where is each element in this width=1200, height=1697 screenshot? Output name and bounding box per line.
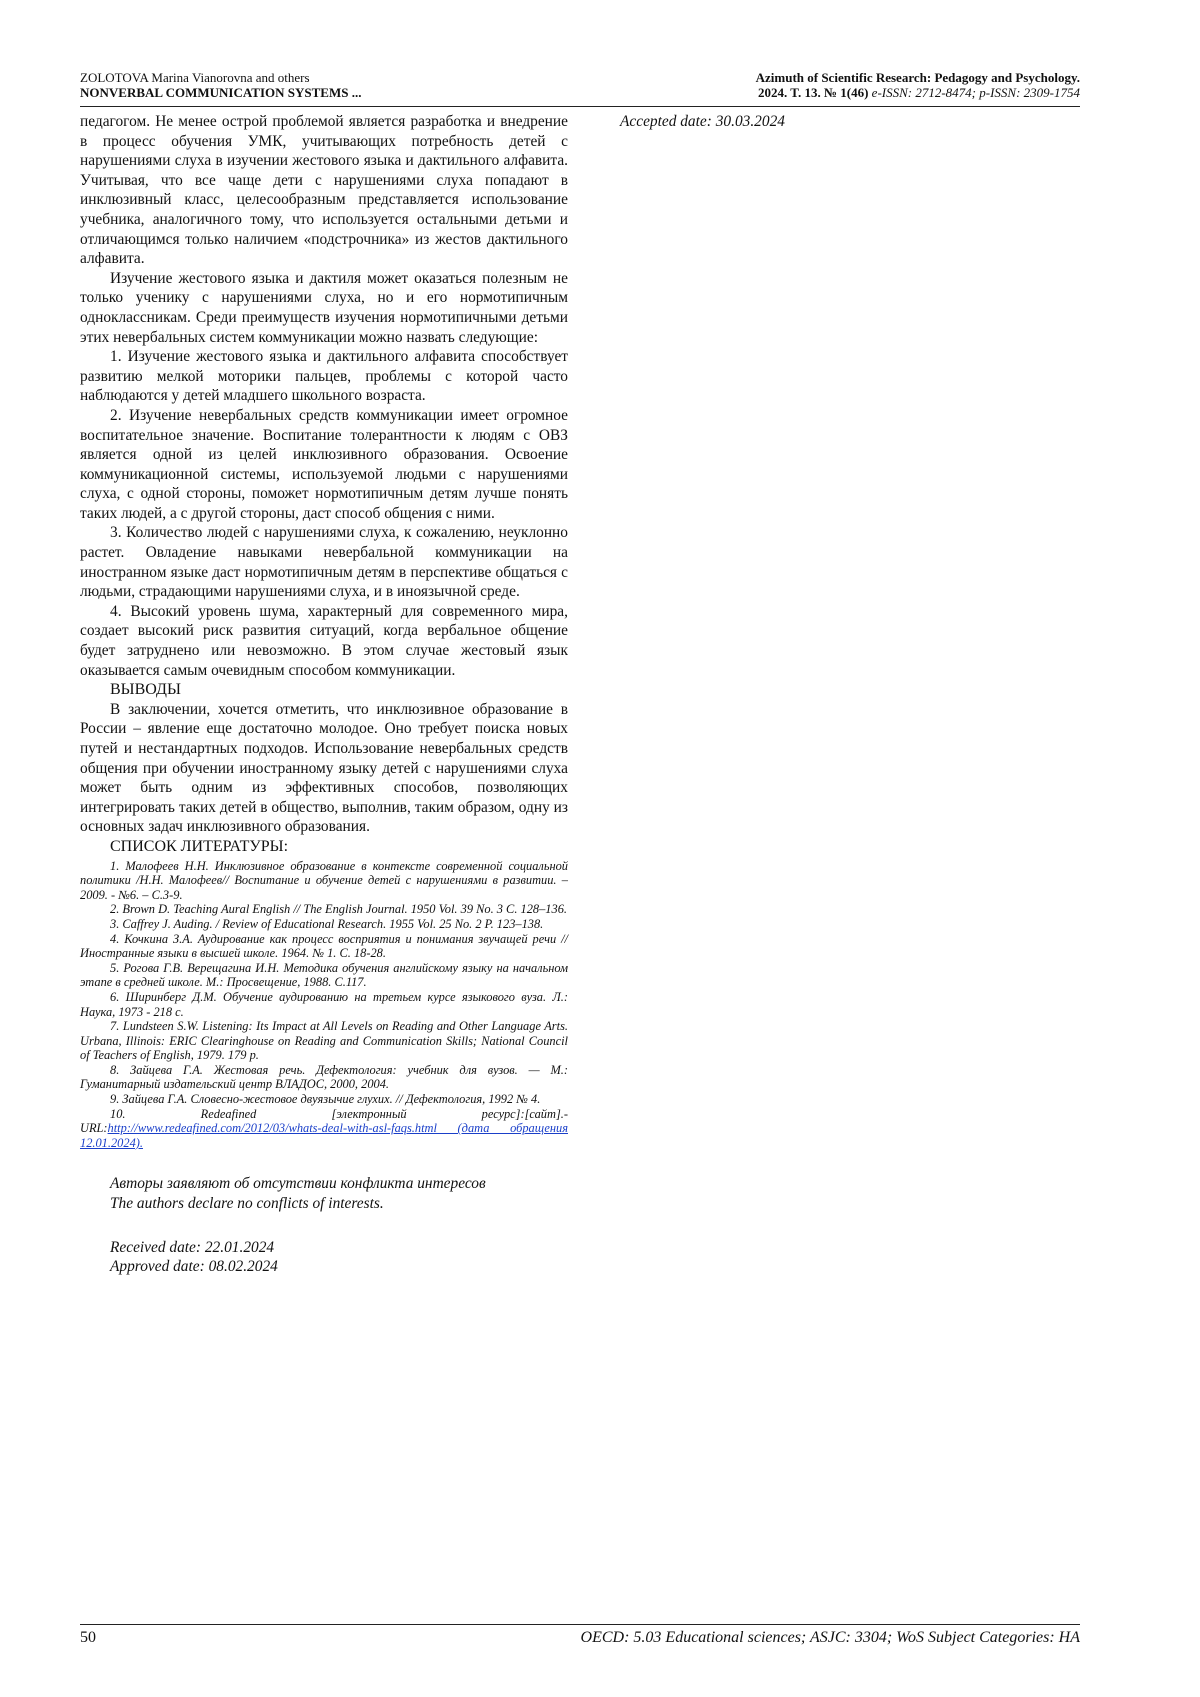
reference-item: 2. Brown D. Teaching Aural English // The English Journal. 1950 Vol. 39 No. 3 С. 128–136. bbox=[110, 902, 567, 917]
conclusions-heading: ВЫВОДЫ bbox=[110, 681, 181, 699]
conclusions-paragraph: В заключении, хочется отметить, что инклюзивное образование в России – явление еще достаточно молодое. Оно требует поиска новых путей и нестандартных подходов. Использование невербальных средств общения при обучении иностранному языку детей с нарушениями слуха может быть одним из эффективных способов, позволяющих интегрировать таких детей в общество, выполнив, таким образом, одну из основных задач инклюзивного образования. bbox=[80, 700, 568, 836]
header-volume: 2024. T. 13. № 1(46) bbox=[757, 85, 869, 100]
received-date: Received date: 22.01.2024 bbox=[110, 1238, 275, 1256]
header-issue bbox=[756, 85, 1080, 100]
list-item-3: 3. Количество людей с нарушениями слуха, к сожалению, неуклонно растет. Овладение навыками невербальной коммуникации на иностранном языке даст нормотипичным детям в перспективе общаться с людьми, страдающими нарушениями слуха, и в иноязычной среде. bbox=[80, 524, 568, 601]
list-item-1: 1. Изучение жестового языка и дактильного алфавита способствует развитию мелкой моторики пальцев, проблемы с которой часто наблюдаются у детей младшего школьного возраста. bbox=[80, 348, 568, 405]
header-left bbox=[80, 70, 361, 100]
body-paragraph: Изучение жестового языка и дактиля может оказаться полезным не только ученику с нарушениями слуха, но и его нормотипичным одноклассникам. Среди преимуществ изучения нормотипичными детьми этих невербальных систем коммуникации можно назвать следующие: bbox=[80, 269, 568, 346]
approved-date: Approved date: 08.02.2024 bbox=[110, 1258, 278, 1276]
header-issn: e-ISSN: 2712-8474; p-ISSN: 2309-1754 bbox=[871, 85, 1080, 100]
conflict-statement bbox=[80, 1174, 568, 1213]
page-number: 50 bbox=[80, 1629, 96, 1646]
reference-item: 8. Зайцева Г.А. Жестовая речь. Дефектология: учебник для вузов. — М.: Гуманитарный издательский центр ВЛАДОС, 2000, 2004. bbox=[80, 1062, 568, 1092]
body-paragraph: педагогом. Не менее острой проблемой является разработка и внедрение в процесс обучения УМК, учитывающих потребность детей с нарушениями слуха в изучении жестового языка и дактильного алфавита. Учитывая, что все чаще дети с нарушениями слуха попадают в инклюзивный класс, целесообразным представляется использование учебника, аналогичного тому, что используется остальными детьми и отличающимся только наличием «подстрочника» из жестов дактильного алфавита. bbox=[80, 113, 568, 268]
header-authors: ZOLOTOVA Marina Vianorovna and others bbox=[80, 70, 310, 85]
header-article-title: NONVERBAL COMMUNICATION SYSTEMS ... bbox=[80, 85, 362, 100]
reference-item: 5. Рогова Г.В. Верещагина И.Н. Методика обучения английскому языку на начальном этапе в средней школе. М.: Просвещение, 1988. С.117. bbox=[80, 960, 568, 990]
reference-item: 6. Ширинберг Д.М. Обучение аудированию на третьем курсе языкового вуза. Л.: Наука, 1973 - 218 с. bbox=[80, 989, 568, 1019]
references-heading: СПИСОК ЛИТЕРАТУРЫ: bbox=[110, 837, 289, 855]
reference-item: 7. Lundsteen S.W. Listening: Its Impact at All Levels on Reading and Other Language Arts. Urbana, Illinois: ERIC Clearinghouse on Reading and Communication Skills; National Council of Teachers of English, 1979. 179 p. bbox=[80, 1019, 568, 1063]
list-item-2: 2. Изучение невербальных средств коммуникации имеет огромное воспитательное значение. Воспитание толерантности к людям с ОВЗ является одной из целей инклюзивного образования. Освоение коммуникационной системы, используемой людьми с нарушениями слуха, с одной стороны, поможет нормотипичным детям лучше понять таких людей, а с другой стороны, даст способ общения с ними. bbox=[80, 406, 568, 522]
accepted-date: Accepted date: 30.03.2024 bbox=[620, 113, 785, 130]
reference-item: 1. Малофеев Н.Н. Инклюзивное образование в контексте современной социальной политики /Н.Н. Малофеев// Воспитание и обучение детей с нарушениями в развитии. – 2009. - №6. – С.3-9. bbox=[80, 858, 568, 902]
conflict-ru: Авторы заявляют об отсутствии конфликта интересов bbox=[110, 1175, 486, 1193]
conflict-en: The authors declare no conflicts of interests. bbox=[110, 1195, 384, 1213]
right-column bbox=[620, 112, 785, 132]
article-page bbox=[80, 70, 1080, 1670]
reference-10-text: 10. Redeafined [электронный ресурс]:[сайт].- URL: bbox=[80, 1106, 568, 1136]
left-column bbox=[80, 112, 568, 1277]
header-right bbox=[756, 70, 1080, 100]
reference-item: 3. Caffrey J. Auding. / Review of Educational Research. 1955 Vol. 25 No. 2 P. 123–138. bbox=[110, 916, 544, 931]
article-dates bbox=[80, 1238, 568, 1277]
list-item-4: 4. Высокий уровень шума, характерный для современного мира, создает высокий риск развития ситуаций, когда вербальное общение будет затруднено или невозможно. В этом случае жестовый язык оказывается самым очевидным способом коммуникации. bbox=[80, 602, 568, 679]
reference-item: 9. Зайцева Г.А. Словесно-жестовое двуязычие глухих. // Дефектология, 1992 № 4. bbox=[110, 1092, 541, 1107]
header-journal: Azimuth of Scientific Research: Pedagogy and Psychology. bbox=[755, 70, 1080, 85]
reference-list bbox=[80, 859, 568, 1151]
reference-10-link[interactable]: http://www.redeafined.com/2012/03/whats-deal-with-asl-faqs.html (дата обращения 12.01.2024). bbox=[80, 1121, 568, 1150]
subject-classification: OECD: 5.03 Educational sciences; ASJC: 3304; WoS Subject Categories: HA bbox=[580, 1629, 1080, 1646]
reference-item-10 bbox=[80, 1107, 568, 1151]
footer-divider bbox=[80, 1624, 1080, 1625]
header-divider bbox=[80, 106, 1080, 107]
reference-item: 4. Кочкина З.А. Аудирование как процесс восприятия и понимания звучащей речи // Иностранные языки в высшей школе. 1964. № 1. С. 18-28. bbox=[80, 931, 568, 961]
running-header bbox=[80, 70, 1080, 104]
